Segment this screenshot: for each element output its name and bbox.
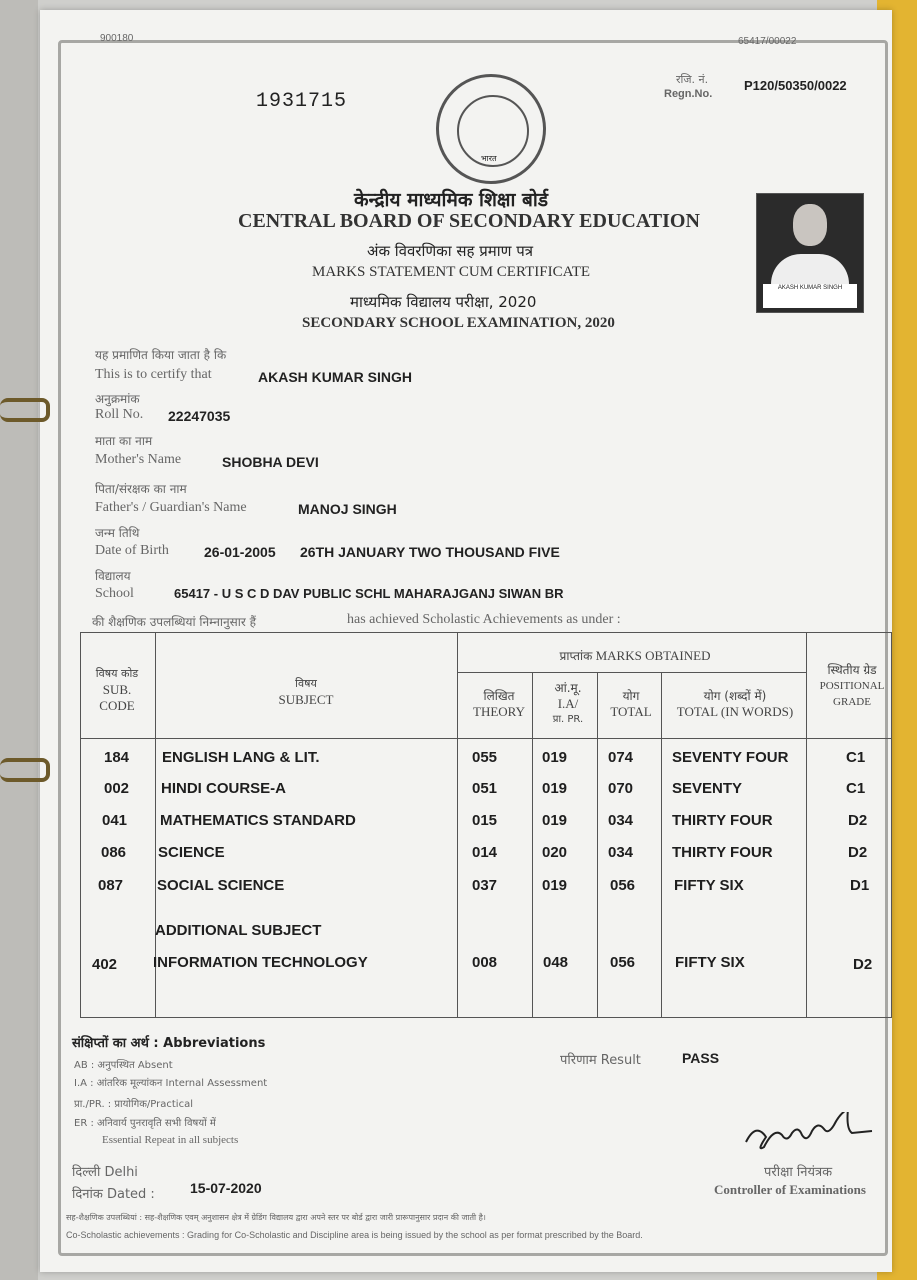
- dob-label-hindi: जन्म तिथि: [95, 526, 140, 540]
- controller-title-hindi: परीक्षा नियंत्रक: [764, 1165, 833, 1180]
- board-name-hindi: केन्द्रीय माध्यमिक शिक्षा बोर्ड: [354, 189, 548, 211]
- mother-name: SHOBHA DEVI: [222, 454, 319, 470]
- dated-label: दिनांक Dated :: [72, 1187, 155, 1202]
- subject-name: SCIENCE: [158, 844, 225, 861]
- father-label-hindi: पिता/संरक्षक का नाम: [95, 482, 187, 496]
- subject-name: INFORMATION TECHNOLOGY: [153, 954, 368, 971]
- exam-title: SECONDARY SCHOOL EXAMINATION, 2020: [302, 315, 615, 331]
- photo-caption: AKASH KUMAR SINGH: [763, 284, 857, 308]
- roll-number: 22247035: [168, 408, 231, 424]
- ia-marks: 019: [542, 812, 568, 829]
- binder-ring: [0, 758, 50, 782]
- roll-label-hindi: अनुक्रमांक: [95, 392, 140, 406]
- regn-label: Regn.No.: [664, 88, 713, 100]
- total-words: FIFTY SIX: [674, 877, 744, 894]
- roll-label: Roll No.: [95, 407, 144, 422]
- grade: D1: [850, 877, 870, 894]
- student-photo: [756, 193, 864, 313]
- abbr-essential-repeat-en: Essential Repeat in all subjects: [102, 1134, 239, 1146]
- mother-label: Mother's Name: [95, 452, 182, 467]
- achieved-label-hindi: की शैक्षणिक उपलब्धियां निम्नानुसार हैं: [92, 615, 256, 629]
- document-title-hindi: अंक विवरणिका सह प्रमाण पत्र: [367, 242, 534, 260]
- subject-name: SOCIAL SCIENCE: [157, 877, 285, 894]
- father-label: Father's / Guardian's Name: [95, 500, 247, 515]
- achieved-label: has achieved Scholastic Achievements as under :: [347, 612, 621, 627]
- header-subject: विषय SUBJECT: [278, 677, 334, 707]
- total-words: SEVENTY: [672, 780, 743, 797]
- header-total-words: योग (शब्दों में) TOTAL (IN WORDS): [676, 689, 794, 719]
- grade: C1: [846, 780, 866, 797]
- controller-signature: [736, 1112, 886, 1162]
- controller-title: Controller of Examinations: [714, 1182, 866, 1197]
- theory-marks: 014: [472, 844, 498, 861]
- total-marks: 034: [608, 844, 634, 861]
- grade: D2: [853, 956, 873, 973]
- certify-label-hindi: यह प्रमाणित किया जाता है कि: [95, 348, 227, 362]
- theory-marks: 008: [472, 954, 498, 971]
- board-name: CENTRAL BOARD OF SECONDARY EDUCATION: [238, 210, 700, 232]
- ia-marks: 020: [542, 844, 568, 861]
- document-title: MARKS STATEMENT CUM CERTIFICATE: [312, 264, 591, 280]
- theory-marks: 055: [472, 749, 498, 766]
- result-label: परिणाम Result: [560, 1053, 641, 1068]
- subject-code: 184: [104, 749, 130, 766]
- ia-marks: 019: [542, 749, 568, 766]
- grade: C1: [846, 749, 866, 766]
- co-scholastic-note-hindi: सह-शैक्षणिक उपलब्धियां : सह-शैक्षणिक एवम् अनुशासन क्षेत्र में ग्रेडिंग विद्यालय द्वारा अपने स्तर पर बोर्ड द्वारा जारी प्रारूपानुसार प्रदान की जाती है।: [66, 1213, 486, 1222]
- school-label: School: [95, 586, 134, 601]
- ia-marks: 019: [542, 780, 568, 797]
- student-name: AKASH KUMAR SINGH: [258, 369, 412, 385]
- grade: D2: [848, 844, 868, 861]
- theory-marks: 015: [472, 812, 498, 829]
- subject-code: 087: [98, 877, 124, 894]
- subject-code: 402: [92, 956, 118, 973]
- dob-value: 26-01-2005: [204, 544, 276, 560]
- total-marks: 056: [610, 954, 636, 971]
- ia-marks: 048: [543, 954, 569, 971]
- subject-name: ENGLISH LANG & LIT.: [162, 749, 320, 766]
- header-total: योग TOTAL: [610, 689, 652, 719]
- certify-label: This is to certify that: [95, 367, 212, 382]
- father-name: MANOJ SINGH: [298, 501, 397, 517]
- theory-marks: 051: [472, 780, 498, 797]
- total-words: FIFTY SIX: [675, 954, 745, 971]
- additional-subject-label: ADDITIONAL SUBJECT: [155, 922, 322, 939]
- binder-ring: [0, 398, 50, 422]
- ia-marks: 019: [542, 877, 568, 894]
- cbse-emblem: [436, 74, 546, 184]
- subject-code: 086: [101, 844, 127, 861]
- mother-label-hindi: माता का नाम: [95, 434, 153, 448]
- subject-name: MATHEMATICS STANDARD: [160, 812, 356, 829]
- top-left-code: 900180: [100, 33, 134, 44]
- subject-code: 041: [102, 812, 128, 829]
- regn-number: P120/50350/0022: [744, 78, 847, 93]
- school-name: 65417 - U S C D DAV PUBLIC SCHL MAHARAJGANJ SIWAN BR: [174, 586, 564, 601]
- header-theory: लिखित THEORY: [473, 689, 525, 719]
- grade: D2: [848, 812, 868, 829]
- regn-label-hindi: रजि. नं.: [676, 73, 709, 86]
- header-code: विषय कोड SUB. CODE: [95, 667, 139, 713]
- total-marks: 070: [608, 780, 634, 797]
- emblem-caption: भारत: [481, 154, 497, 163]
- header-grade: स्थितीय ग्रेड POSITIONAL GRADE: [819, 663, 885, 708]
- abbr-absent: AB : अनुपस्थित Absent: [74, 1060, 173, 1071]
- top-right-code: 65417/00022: [738, 36, 797, 47]
- total-words: THIRTY FOUR: [672, 812, 773, 829]
- header-ia: आं.मू. I.A/ प्रा. PR.: [552, 681, 584, 725]
- exam-title-hindi: माध्यमिक विद्यालय परीक्षा, 2020: [350, 293, 537, 311]
- subject-code: 002: [104, 780, 130, 797]
- place: दिल्ली Delhi: [72, 1165, 138, 1180]
- dob-label: Date of Birth: [95, 543, 169, 558]
- abbr-internal-assessment: I.A : आंतरिक मूल्यांकन Internal Assessment: [74, 1078, 268, 1089]
- total-marks: 074: [608, 749, 634, 766]
- total-words: THIRTY FOUR: [672, 844, 773, 861]
- header-marks-obtained: प्राप्तांक MARKS OBTAINED: [559, 648, 711, 663]
- subject-name: HINDI COURSE-A: [161, 780, 287, 797]
- abbr-essential-repeat: ER : अनिवार्य पुनरावृति सभी विषयों में: [74, 1118, 216, 1129]
- school-label-hindi: विद्यालय: [95, 569, 131, 583]
- binder-edge: [0, 0, 38, 1280]
- dob-words: 26TH JANUARY TWO THOUSAND FIVE: [300, 544, 560, 560]
- total-marks: 034: [608, 812, 634, 829]
- result-value: PASS: [682, 1050, 720, 1066]
- total-words: SEVENTY FOUR: [672, 749, 789, 766]
- serial-number: 1931715: [256, 90, 348, 113]
- total-marks: 056: [610, 877, 636, 894]
- abbr-practical: प्रा./PR. : प्रायोगिक/Practical: [74, 1099, 193, 1110]
- issue-date: 15-07-2020: [190, 1180, 262, 1196]
- theory-marks: 037: [472, 877, 498, 894]
- co-scholastic-note: Co-Scholastic achievements : Grading for Co-Scholastic and Discipline area is being issued by the school as per format prescribed by the Board.: [66, 1230, 643, 1240]
- abbreviations-title: संक्षिप्तों का अर्थ : Abbreviations: [72, 1036, 266, 1051]
